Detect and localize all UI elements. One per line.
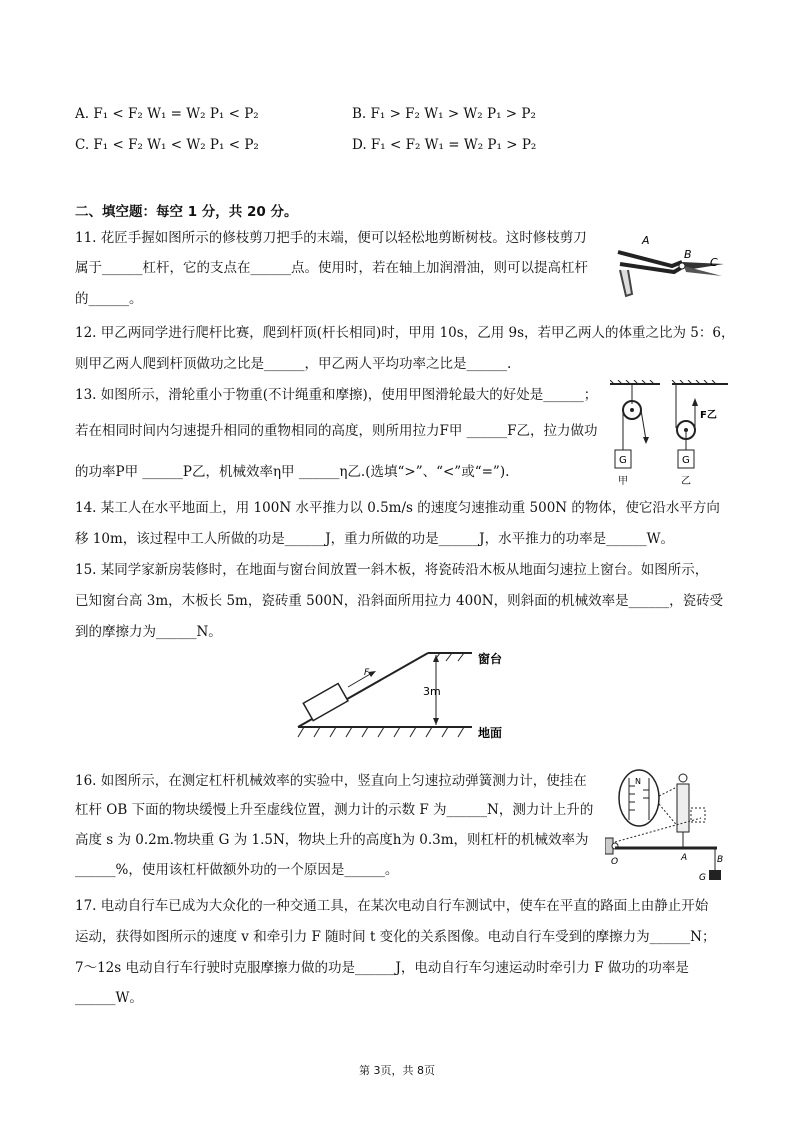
g-yi: G [682,455,690,466]
label-a-lever: A [681,853,688,863]
q11-line-2: 属于______杠杆，它的支点在______点。使用时，若在轴上加润滑油，则可以提高杠杆 [75,260,588,276]
q13-line-3: 的功率P甲 ______P乙，机械效率η甲 ______η乙.(选填“>”、“<”或“=”). [75,464,510,480]
label-o: O [611,857,619,867]
q11-line-3: 的______。 [75,291,143,307]
q16-line-4: ______%，使用该杠杆做额外功的一个原因是______。 [75,862,399,878]
q11-line-1: 11. 花匠手握如图所示的修枝剪刀把手的末端，便可以轻松地剪断树枝。这时修枝剪刀 [75,230,587,246]
incline-figure [290,645,515,745]
label-f: F [364,668,370,678]
option-d: D. F₁ < F₂ W₁ = W₂ P₁ > P₂ [352,137,537,153]
label-b: B [684,248,692,261]
pulley-figure [610,380,728,490]
label-jia: 甲 [618,476,628,487]
label-3m: 3m [423,685,441,698]
section-title: 二、填空题：每空 1 分，共 20 分。 [75,204,298,220]
label-ground: 地面 [478,726,503,740]
label-b-lever: B [717,855,724,865]
q14-line-1: 14. 某工人在水平地面上，用 100N 水平推力以 0.5m/s 的速度匀速推动重 500N 的物体，使它沿水平方向 [75,500,720,516]
label-f-yi: F乙 [700,410,717,421]
option-c: C. F₁ < F₂ W₁ < W₂ P₁ < P₂ [75,137,259,153]
q17-line-1: 17. 电动自行车已成为大众化的一种交通工具，在某次电动自行车测试中，使车在平直的路面上由静止开始 [75,898,709,914]
q16-line-3: 高度 s 为 0.2m.物块重 G 为 1.5N，物块上升的高度h为 0.3m，则杠杆的机械效率为 [75,832,589,848]
option-a: A. F₁ < F₂ W₁ = W₂ P₁ < P₂ [75,106,259,122]
q17-line-4: ______W。 [75,990,143,1006]
q13-line-1: 13. 如图所示，滑轮重小于物重(不计绳重和摩擦)，使用甲图滑轮最大的好处是______； [75,387,598,403]
label-a: A [642,234,650,247]
q12-line-1: 12. 甲乙两同学进行爬杆比赛，爬到杆顶(杆长相同)时，甲用 10s，乙用 9s，若甲乙两人的体重之比为 5：6， [75,325,735,341]
label-c: C [710,256,718,269]
page-footer: 第 3页，共 8页 [359,1064,435,1077]
q15-line-1: 15. 某同学家新房装修时，在地面与窗台间放置一斜木板，将瓷砖沿木板从地面匀速拉上窗台。如图所示， [75,562,709,578]
option-b: B. F₁ > F₂ W₁ > W₂ P₁ > P₂ [352,106,536,122]
label-g-lever: G [699,873,706,883]
q16-line-1: 16. 如图所示，在测定杠杆机械效率的实验中，竖直向上匀速拉动弹簧测力计，使挂在 [75,773,587,789]
q17-line-2: 运动，获得如图所示的速度 v 和牵引力 F 随时间 t 变化的关系图像。电动自行车受到的摩擦力为______N； [75,929,716,945]
label-window: 窗台 [478,652,503,666]
q16-line-2: 杠杆 OB 下面的物块缓慢上升至虚线位置，测力计的示数 F 为______N，测力计上升的 [75,802,594,818]
lever-figure [605,768,727,883]
q17-line-3: 7～12s 电动自行车行驶时克服摩擦力做的功是______J，电动自行车匀速运动时牵引力 F 做功的功率是 [75,960,689,976]
label-n: N [635,777,641,786]
pruning-shears-figure [612,222,730,300]
g-jia: G [619,455,627,466]
q12-line-2: 则甲乙两人爬到杆顶做功之比是______，甲乙两人平均功率之比是______. [75,356,512,372]
q13-line-2: 若在相同时间内匀速提升相同的重物相同的高度，则所用拉力F甲 ______F乙，拉力做功 [75,423,598,439]
q14-line-2: 移 10m，该过程中工人所做的功是______J，重力所做的功是______J，水平推力的功率是______W。 [75,531,674,547]
label-yi: 乙 [681,476,691,487]
q15-line-3: 到的摩擦力为______N。 [75,624,222,640]
q15-line-2: 已知窗台高 3m，木板长 5m，瓷砖重 500N，沿斜面所用拉力 400N，则斜面的机械效率是______，瓷砖受 [75,593,724,609]
